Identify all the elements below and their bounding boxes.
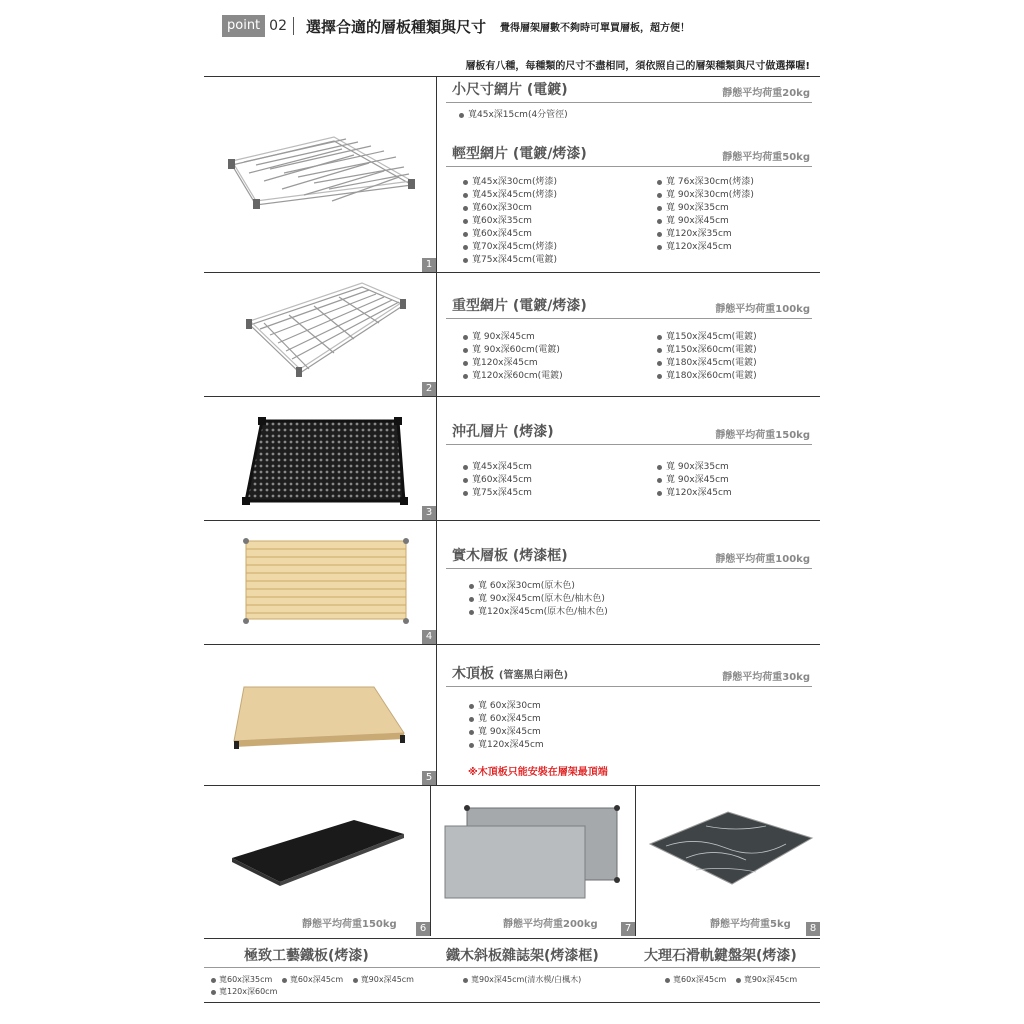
load-rating: 靜態平均荷重50kg [722, 152, 810, 163]
section-4 [204, 521, 820, 645]
size-item: 寬90x深45cm(清水模/白楓木) [462, 975, 581, 984]
section-info [446, 521, 812, 644]
size-list-left [462, 331, 563, 383]
size-list-left [462, 461, 532, 500]
size-item: 寬75x深45cm [462, 487, 532, 500]
size-item: 寬 90x深45cm [468, 726, 544, 739]
warning-note: ※木頂板只能安裝在層架最頂端 [468, 767, 608, 778]
size-item: 寬120x深60cm [210, 987, 277, 996]
section-7 [431, 786, 636, 936]
section-info [446, 397, 812, 520]
load-rating: 靜態平均荷重150kg [715, 430, 810, 441]
size-list-right [656, 331, 757, 383]
product-name: 沖孔層片 (烤漆) [452, 424, 554, 440]
size-item: 寬 76x深30cm(烤漆) [656, 176, 754, 189]
section-3 [204, 397, 820, 521]
size-list-right [656, 461, 732, 500]
wood-slat-shelf-image [204, 521, 437, 645]
section-number: 7 [621, 922, 635, 936]
size-item: 寬 90x深45cm [462, 331, 563, 344]
size-list [458, 109, 568, 122]
size-item: 寬60x深45cm [664, 975, 726, 984]
load-rating: 靜態平均荷重5kg [710, 919, 791, 930]
size-item: 寬120x深45cm [468, 739, 544, 752]
wire-shelf-image [204, 77, 437, 273]
section-number: 1 [422, 258, 436, 272]
size-item: 寬120x深60cm(電鍍) [462, 370, 563, 383]
size-item: 寬90x深45cm [735, 975, 797, 984]
load-rating: 靜態平均荷重200kg [503, 919, 598, 930]
product-name: 輕型網片 (電鍍/烤漆) [452, 146, 587, 162]
section-5 [204, 645, 820, 786]
section-number: 4 [422, 630, 436, 644]
steel-plate-image [204, 786, 431, 916]
load-rating: 靜態平均荷重150kg [302, 919, 397, 930]
size-item: 寬60x深45cm [462, 474, 532, 487]
section-1 [204, 77, 820, 273]
page-header [222, 14, 690, 38]
section-header [446, 543, 812, 569]
section-header [446, 77, 812, 103]
product-name: 小尺寸網片 (電鍍) [452, 82, 568, 98]
section-info [446, 645, 812, 785]
size-item: 寬 90x深35cm [656, 202, 754, 215]
page-subtitle: 覺得層架層數不夠時可單買層板，超方便！ [500, 22, 690, 34]
size-list [462, 974, 587, 986]
slanted-magazine-rack-image [431, 786, 636, 916]
product-name: 鐵木斜板雜誌架(烤漆框) [446, 948, 599, 964]
product-name: 實木層板 (烤漆框) [452, 548, 568, 564]
section-number: 5 [422, 771, 436, 785]
section-number: 2 [422, 382, 436, 396]
load-rating: 靜態平均荷重100kg [715, 304, 810, 315]
size-list [468, 580, 608, 619]
product-image-cell [204, 645, 437, 785]
section-header [446, 139, 812, 167]
size-item: 寬90x深45cm [352, 975, 414, 984]
size-item: 寬 90x深35cm [656, 461, 732, 474]
size-list [664, 974, 803, 986]
product-name: 大理石滑軌鍵盤架(烤漆) [644, 948, 797, 964]
size-item: 寬 60x深30cm(原木色) [468, 580, 608, 593]
size-item: 寬120x深45cm [656, 487, 732, 500]
product-image-cell [204, 521, 437, 644]
page-title: 選擇合適的層板種類與尺寸 [305, 17, 486, 36]
size-item: 寬60x深30cm [462, 202, 557, 215]
section-number: 8 [806, 922, 820, 936]
section-info [446, 273, 812, 396]
section-number: 6 [416, 922, 430, 936]
section-header [446, 661, 812, 687]
size-item: 寬150x深60cm(電鍍) [656, 344, 757, 357]
section-info [446, 77, 812, 272]
section-8 [636, 786, 820, 936]
size-item: 寬 90x深45cm(原木色/柚木色) [468, 593, 608, 606]
size-item: 寬120x深45cm [462, 357, 563, 370]
load-rating: 靜態平均荷重100kg [715, 554, 810, 565]
product-name: 重型網片 (電鍍/烤漆) [452, 298, 587, 314]
perforated-shelf-image [204, 397, 437, 521]
size-item: 寬150x深45cm(電鍍) [656, 331, 757, 344]
product-name [452, 663, 568, 683]
size-item: 寬180x深60cm(電鍍) [656, 370, 757, 383]
size-item: 寬 60x深30cm [468, 700, 544, 713]
size-list [210, 974, 430, 998]
point-number: 02 [265, 17, 294, 35]
product-name-main: 木頂板 [452, 666, 494, 682]
section-2 [204, 273, 820, 397]
size-item: 寬45x深30cm(烤漆) [462, 176, 557, 189]
size-item: 寬 90x深45cm [656, 215, 754, 228]
divider [204, 1002, 820, 1003]
size-item: 寬75x深45cm(電鍍) [462, 254, 557, 267]
size-item: 寬 60x深45cm [468, 713, 544, 726]
size-item: 寬120x深45cm(原木色/柚木色) [468, 606, 608, 619]
section-header [446, 419, 812, 445]
wood-top-board-image [204, 645, 437, 786]
size-item: 寬 90x深45cm [656, 474, 732, 487]
size-item: 寬120x深45cm [656, 241, 754, 254]
size-item: 寬120x深35cm [656, 228, 754, 241]
heavy-wire-shelf-image [204, 273, 437, 397]
size-item: 寬60x深35cm [210, 975, 272, 984]
section-6 [204, 786, 431, 936]
size-item: 寬60x深45cm [462, 228, 557, 241]
size-item: 寬70x深45cm(烤漆) [462, 241, 557, 254]
size-item: 寬60x深35cm [462, 215, 557, 228]
bottom-titles [204, 938, 820, 968]
product-name-note: (管塞黑白兩色) [498, 670, 569, 681]
size-item: 寬45x深15cm(4分管徑) [458, 109, 568, 122]
point-badge: point [222, 15, 265, 37]
size-list [468, 700, 544, 752]
size-item: 寬45x深45cm(烤漆) [462, 189, 557, 202]
product-image-cell [204, 77, 437, 272]
size-item: 寬180x深45cm(電鍍) [656, 357, 757, 370]
product-name: 極致工藝鐵板(烤漆) [244, 948, 369, 964]
size-item: 寬60x深45cm [281, 975, 343, 984]
size-list-right [656, 176, 754, 254]
load-rating: 靜態平均荷重30kg [722, 672, 810, 683]
bottom-sections [204, 786, 820, 1006]
size-item: 寬 90x深30cm(烤漆) [656, 189, 754, 202]
product-image-cell [204, 273, 437, 396]
size-list-left [462, 176, 557, 267]
section-number: 3 [422, 506, 436, 520]
load-rating: 靜態平均荷重20kg [722, 88, 810, 99]
product-image-cell [204, 397, 437, 520]
size-item: 寬 90x深60cm(電鍍) [462, 344, 563, 357]
size-item: 寬45x深45cm [462, 461, 532, 474]
marble-keyboard-tray-image [636, 786, 820, 916]
intro-text: 層板有八種，每種類的尺寸不盡相同，須依照自己的層架種類與尺寸做選擇喔! [465, 61, 810, 72]
section-header [446, 293, 812, 319]
